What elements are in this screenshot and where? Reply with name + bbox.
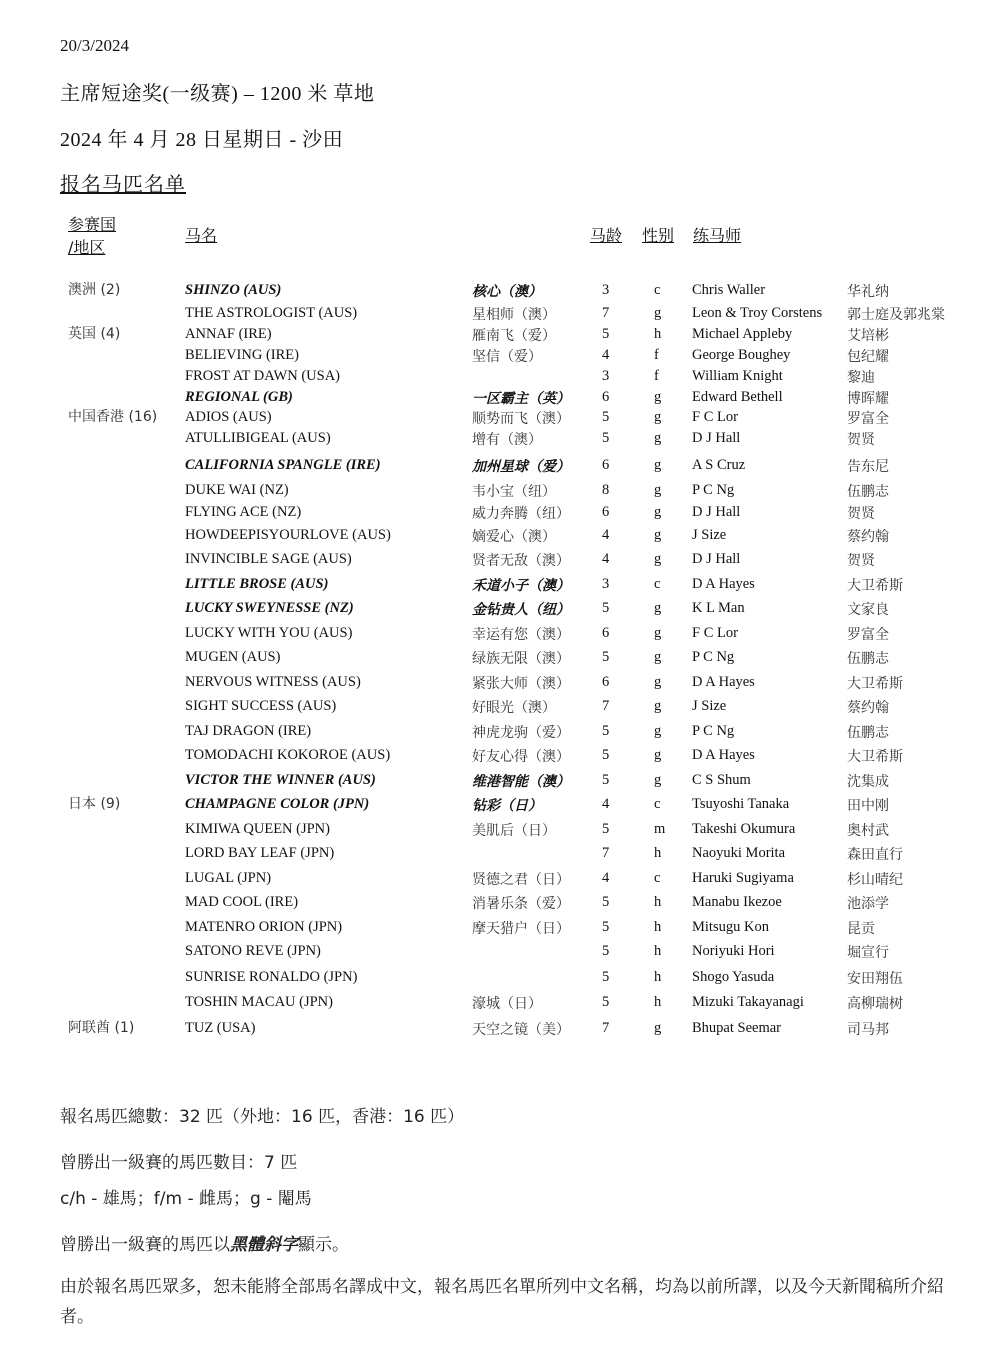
trainer-zh-cell: 贺贤 [847, 553, 875, 569]
sex-cell: h [654, 894, 662, 910]
horse-name-cell: CHAMPAGNE COLOR (JPN) [185, 796, 370, 812]
sex-cell: h [654, 845, 662, 861]
age-cell: 6 [602, 674, 610, 690]
region-cell: 中国香港 (16) [68, 409, 158, 425]
age-cell: 7 [602, 1020, 610, 1036]
region-cell: 英国 (4) [68, 326, 121, 342]
horse-name-cell: NERVOUS WITNESS (AUS) [185, 674, 361, 690]
horse-name-zh-cell: 濠城（日） [472, 996, 542, 1012]
sex-cell: c [654, 870, 661, 886]
trainer-cell: A S Cruz [692, 457, 746, 473]
trainer-cell: Manabu Ikezoe [692, 894, 782, 910]
sex-cell: g [654, 1020, 662, 1036]
age-cell: 5 [602, 409, 610, 425]
horse-name-zh-cell: 增有（澳） [472, 432, 542, 448]
horse-name-zh-cell: 禾道小子（澳） [472, 578, 570, 594]
trainer-zh-cell: 黎迪 [847, 370, 875, 386]
trainer-cell: F C Lor [692, 625, 738, 641]
horse-name-cell: HOWDEEPISYOURLOVE (AUS) [185, 527, 391, 543]
race-title: 主席短途奖(一级赛) – 1200 米 草地 [60, 83, 375, 105]
column-header-region-line2: /地区 [68, 238, 106, 257]
horse-name-zh-cell: 钻彩（日） [472, 798, 542, 814]
horse-name-zh-cell: 紧张大师（澳） [472, 676, 570, 692]
trainer-cell: D J Hall [692, 504, 741, 520]
horse-name-zh-cell: 一区霸主（英） [472, 391, 570, 407]
age-cell: 5 [602, 943, 610, 959]
sex-cell: g [654, 457, 662, 473]
horse-name-zh-cell: 顺势而飞（澳） [472, 411, 570, 427]
horse-name-cell: LORD BAY LEAF (JPN) [185, 845, 335, 861]
sex-cell: g [654, 649, 662, 665]
horse-name-zh-cell: 摩天猎户（日） [472, 921, 570, 937]
horse-name-cell: ADIOS (AUS) [185, 409, 272, 425]
sex-cell: h [654, 943, 662, 959]
column-header-trainer: 练马师 [693, 226, 742, 245]
column-header-age: 马龄 [590, 226, 623, 245]
trainer-zh-cell: 奥村武 [847, 823, 889, 839]
trainer-zh-cell: 昆贡 [847, 921, 875, 937]
trainer-zh-cell: 郭士庭及郭兆棠 [847, 307, 945, 323]
trainer-cell: C S Shum [692, 772, 751, 788]
age-cell: 5 [602, 969, 610, 985]
sex-cell: g [654, 482, 662, 498]
sex-cell: g [654, 772, 662, 788]
horse-name-zh-cell: 消暑乐条（爱） [472, 896, 570, 912]
age-cell: 5 [602, 772, 610, 788]
age-cell: 5 [602, 600, 610, 616]
g1-winner-count: 曾勝出一級賽的馬匹數目：7 匹 [60, 1153, 298, 1173]
horse-name-cell: CALIFORNIA SPANGLE (IRE) [185, 457, 381, 473]
sex-cell: g [654, 430, 662, 446]
horse-name-cell: VICTOR THE WINNER (AUS) [185, 772, 376, 788]
horse-name-cell: DUKE WAI (NZ) [185, 482, 289, 498]
horse-name-zh-cell: 核心（澳） [472, 284, 542, 300]
trainer-zh-cell: 堀宣行 [847, 945, 889, 961]
column-header-sex: 性别 [642, 226, 675, 245]
trainer-cell: Haruki Sugiyama [692, 870, 794, 886]
trainer-cell: P C Ng [692, 482, 735, 498]
column-header-region-line1: 参赛国 [68, 215, 117, 234]
horse-name-cell: MAD COOL (IRE) [185, 894, 299, 910]
trainer-zh-cell: 博晖耀 [847, 391, 889, 407]
trainer-cell: Shogo Yasuda [692, 969, 775, 985]
age-cell: 5 [602, 430, 610, 446]
age-cell: 5 [602, 747, 610, 763]
sex-cell: g [654, 527, 662, 543]
trainer-zh-cell: 大卫希斯 [847, 749, 903, 765]
horse-name-zh-cell: 星相师（澳） [472, 307, 556, 323]
age-cell: 6 [602, 504, 610, 520]
sex-cell: g [654, 551, 662, 567]
horse-name-cell: MATENRO ORION (JPN) [185, 919, 343, 935]
trainer-zh-cell: 罗富全 [847, 627, 889, 643]
age-cell: 5 [602, 994, 610, 1010]
sex-cell: g [654, 504, 662, 520]
trainer-cell: D A Hayes [692, 576, 755, 592]
age-cell: 7 [602, 698, 610, 714]
region-cell: 阿联酋 (1) [68, 1020, 135, 1036]
horse-name-cell: SIGHT SUCCESS (AUS) [185, 698, 337, 714]
horse-name-zh-cell: 维港智能（澳） [472, 774, 570, 790]
trainer-cell: J Size [692, 527, 727, 543]
total-entries: 報名馬匹總數：32 匹（外地：16 匹，香港：16 匹） [60, 1107, 465, 1127]
sex-legend: c/h - 雄馬；f/m - 雌馬；g - 閹馬 [60, 1189, 312, 1209]
age-cell: 4 [602, 527, 610, 543]
horse-name-cell: TUZ (USA) [185, 1020, 256, 1036]
trainer-cell: Takeshi Okumura [692, 821, 796, 837]
trainer-zh-cell: 森田直行 [847, 847, 903, 863]
trainer-cell: Chris Waller [692, 282, 766, 298]
horse-name-cell: LUGAL (JPN) [185, 870, 272, 886]
horse-name-cell: MUGEN (AUS) [185, 649, 281, 665]
age-cell: 6 [602, 389, 610, 405]
horse-name-cell: LUCKY WITH YOU (AUS) [185, 625, 353, 641]
trainer-cell: D A Hayes [692, 747, 755, 763]
horse-name-cell: KIMIWA QUEEN (JPN) [185, 821, 330, 837]
trainer-cell: William Knight [692, 368, 783, 384]
trainer-cell: P C Ng [692, 723, 735, 739]
trainer-zh-cell: 池添学 [847, 896, 889, 912]
trainer-zh-cell: 司马邦 [847, 1022, 889, 1038]
trainer-cell: Edward Bethell [692, 389, 783, 405]
trainer-cell: D J Hall [692, 430, 741, 446]
age-cell: 5 [602, 919, 610, 935]
age-cell: 3 [602, 282, 610, 298]
sex-cell: f [654, 347, 659, 363]
horse-name-zh-cell: 金钻贵人（纽） [472, 602, 570, 618]
trainer-cell: D J Hall [692, 551, 741, 567]
trainer-zh-cell: 伍鹏志 [847, 651, 889, 667]
sex-cell: h [654, 326, 662, 342]
trainer-zh-cell: 罗富全 [847, 411, 889, 427]
age-cell: 5 [602, 821, 610, 837]
age-cell: 4 [602, 347, 610, 363]
region-cell: 澳洲 (2) [68, 282, 121, 298]
age-cell: 3 [602, 576, 610, 592]
horse-name-zh-cell: 绿族无限（澳） [472, 651, 570, 667]
trainer-cell: Mitsugu Kon [692, 919, 769, 935]
horse-name-cell: LITTLE BROSE (AUS) [185, 576, 329, 592]
trainer-zh-cell: 艾培彬 [847, 328, 889, 344]
column-header-horse: 马名 [185, 226, 218, 245]
trainer-zh-cell: 文家良 [847, 602, 889, 618]
sex-cell: g [654, 409, 662, 425]
race-date-venue: 2024 年 4 月 28 日星期日 - 沙田 [60, 129, 344, 151]
sex-cell: g [654, 389, 662, 405]
sex-cell: g [654, 747, 662, 763]
age-cell: 5 [602, 326, 610, 342]
horse-name-zh-cell: 好友心得（澳） [472, 749, 570, 765]
trainer-zh-cell: 高柳瑞树 [847, 996, 903, 1012]
trainer-cell: Tsuyoshi Tanaka [692, 796, 790, 812]
sex-cell: g [654, 674, 662, 690]
trainer-cell: J Size [692, 698, 727, 714]
horse-name-cell: FROST AT DAWN (USA) [185, 368, 341, 384]
age-cell: 8 [602, 482, 610, 498]
horse-name-cell: ATULLIBIGEAL (AUS) [185, 430, 331, 446]
horse-name-zh-cell: 好眼光（澳） [472, 700, 556, 716]
sex-cell: g [654, 698, 662, 714]
trainer-cell: George Boughey [692, 347, 791, 363]
trainer-zh-cell: 包纪耀 [847, 349, 889, 365]
column-header-region [68, 213, 116, 259]
trainer-zh-cell: 杉山晴纪 [847, 872, 903, 888]
trainer-zh-cell: 蔡约翰 [847, 700, 889, 716]
horse-name-cell: SATONO REVE (JPN) [185, 943, 321, 959]
trainer-zh-cell: 安田翔伍 [847, 971, 903, 987]
sex-cell: c [654, 576, 661, 592]
trainer-cell: D A Hayes [692, 674, 755, 690]
sex-cell: m [654, 821, 666, 837]
horse-name-zh-cell: 韦小宝（纽） [472, 484, 556, 500]
horse-name-cell: FLYING ACE (NZ) [185, 504, 302, 520]
age-cell: 5 [602, 649, 610, 665]
horse-name-zh-cell: 幸运有您（澳） [472, 627, 570, 643]
horse-name-zh-cell: 神虎龙驹（爱） [472, 725, 570, 741]
horse-name-zh-cell: 威力奔腾（纽） [472, 506, 570, 522]
g1-note-emphasis: 黑體斜字 [230, 1235, 298, 1255]
horse-name-cell: SHINZO (AUS) [185, 282, 282, 298]
trainer-cell: Bhupat Seemar [692, 1020, 781, 1036]
trainer-cell: P C Ng [692, 649, 735, 665]
horse-name-zh-cell: 贤者无敌（澳） [472, 553, 570, 569]
age-cell: 5 [602, 894, 610, 910]
age-cell: 7 [602, 305, 610, 321]
trainer-cell: F C Lor [692, 409, 738, 425]
trainer-zh-cell: 贺贤 [847, 506, 875, 522]
horse-name-cell: TOMODACHI KOKOROE (AUS) [185, 747, 391, 763]
document-date: 20/3/2024 [60, 36, 129, 55]
trainer-zh-cell: 华礼纳 [847, 284, 889, 300]
horse-name-cell: BELIEVING (IRE) [185, 347, 299, 363]
horse-name-zh-cell: 坚信（爱） [472, 349, 542, 365]
age-cell: 4 [602, 796, 610, 812]
horse-name-zh-cell: 天空之镜（美） [472, 1022, 570, 1038]
trainer-zh-cell: 伍鹏志 [847, 725, 889, 741]
trainer-cell: Michael Appleby [692, 326, 793, 342]
trainer-zh-cell: 蔡约翰 [847, 529, 889, 545]
age-cell: 7 [602, 845, 610, 861]
trainer-cell: Leon & Troy Corstens [692, 305, 823, 321]
trainer-zh-cell: 贺贤 [847, 432, 875, 448]
trainer-zh-cell: 大卫希斯 [847, 578, 903, 594]
g1-note-prefix: 曾勝出一級賽的馬匹以 [60, 1235, 230, 1255]
sex-cell: c [654, 282, 661, 298]
trainer-cell: Naoyuki Morita [692, 845, 786, 861]
section-title: 报名马匹名单 [60, 174, 186, 196]
horse-name-zh-cell: 嫡爱心（澳） [472, 529, 556, 545]
sex-cell: c [654, 796, 661, 812]
trainer-zh-cell: 大卫希斯 [847, 676, 903, 692]
sex-cell: h [654, 919, 662, 935]
sex-cell: g [654, 723, 662, 739]
age-cell: 6 [602, 625, 610, 641]
horse-name-cell: THE ASTROLOGIST (AUS) [185, 305, 358, 321]
horse-name-cell: INVINCIBLE SAGE (AUS) [185, 551, 352, 567]
age-cell: 4 [602, 551, 610, 567]
sex-cell: g [654, 305, 662, 321]
horse-name-zh-cell: 贤德之君（日） [472, 872, 570, 888]
trainer-zh-cell: 伍鹏志 [847, 484, 889, 500]
horse-name-cell: SUNRISE RONALDO (JPN) [185, 969, 358, 985]
region-cell: 日本 (9) [68, 796, 121, 812]
horse-name-cell: ANNAF (IRE) [185, 326, 272, 342]
age-cell: 3 [602, 368, 610, 384]
horse-name-zh-cell: 美肌后（日） [472, 823, 556, 839]
horse-name-cell: TAJ DRAGON (IRE) [185, 723, 312, 739]
horse-name-zh-cell: 雁南飞（爱） [472, 328, 556, 344]
trainer-zh-cell: 告东尼 [847, 459, 889, 475]
g1-note-suffix: 顯示。 [298, 1235, 349, 1255]
horse-name-cell: REGIONAL (GB) [185, 389, 293, 405]
trainer-zh-cell: 田中刚 [847, 798, 889, 814]
trainer-cell: Noriyuki Hori [692, 943, 775, 959]
trainer-cell: K L Man [692, 600, 745, 616]
sex-cell: f [654, 368, 659, 384]
sex-cell: h [654, 969, 662, 985]
sex-cell: g [654, 600, 662, 616]
horse-name-cell: TOSHIN MACAU (JPN) [185, 994, 333, 1010]
g1-format-note [60, 1230, 349, 1255]
sex-cell: h [654, 994, 662, 1010]
translation-note: 由於報名馬匹眾多，恕未能將全部馬名譯成中文，報名馬匹名單所列中文名稱，均為以前所譯，以及今天新聞稿所介紹者。 [60, 1277, 944, 1327]
horse-name-zh-cell: 加州星球（爱） [472, 459, 570, 475]
age-cell: 4 [602, 870, 610, 886]
sex-cell: g [654, 625, 662, 641]
trainer-cell: Mizuki Takayanagi [692, 994, 804, 1010]
trainer-zh-cell: 沈集成 [847, 774, 889, 790]
horse-name-cell: LUCKY SWEYNESSE (NZ) [185, 600, 354, 616]
age-cell: 5 [602, 723, 610, 739]
age-cell: 6 [602, 457, 610, 473]
